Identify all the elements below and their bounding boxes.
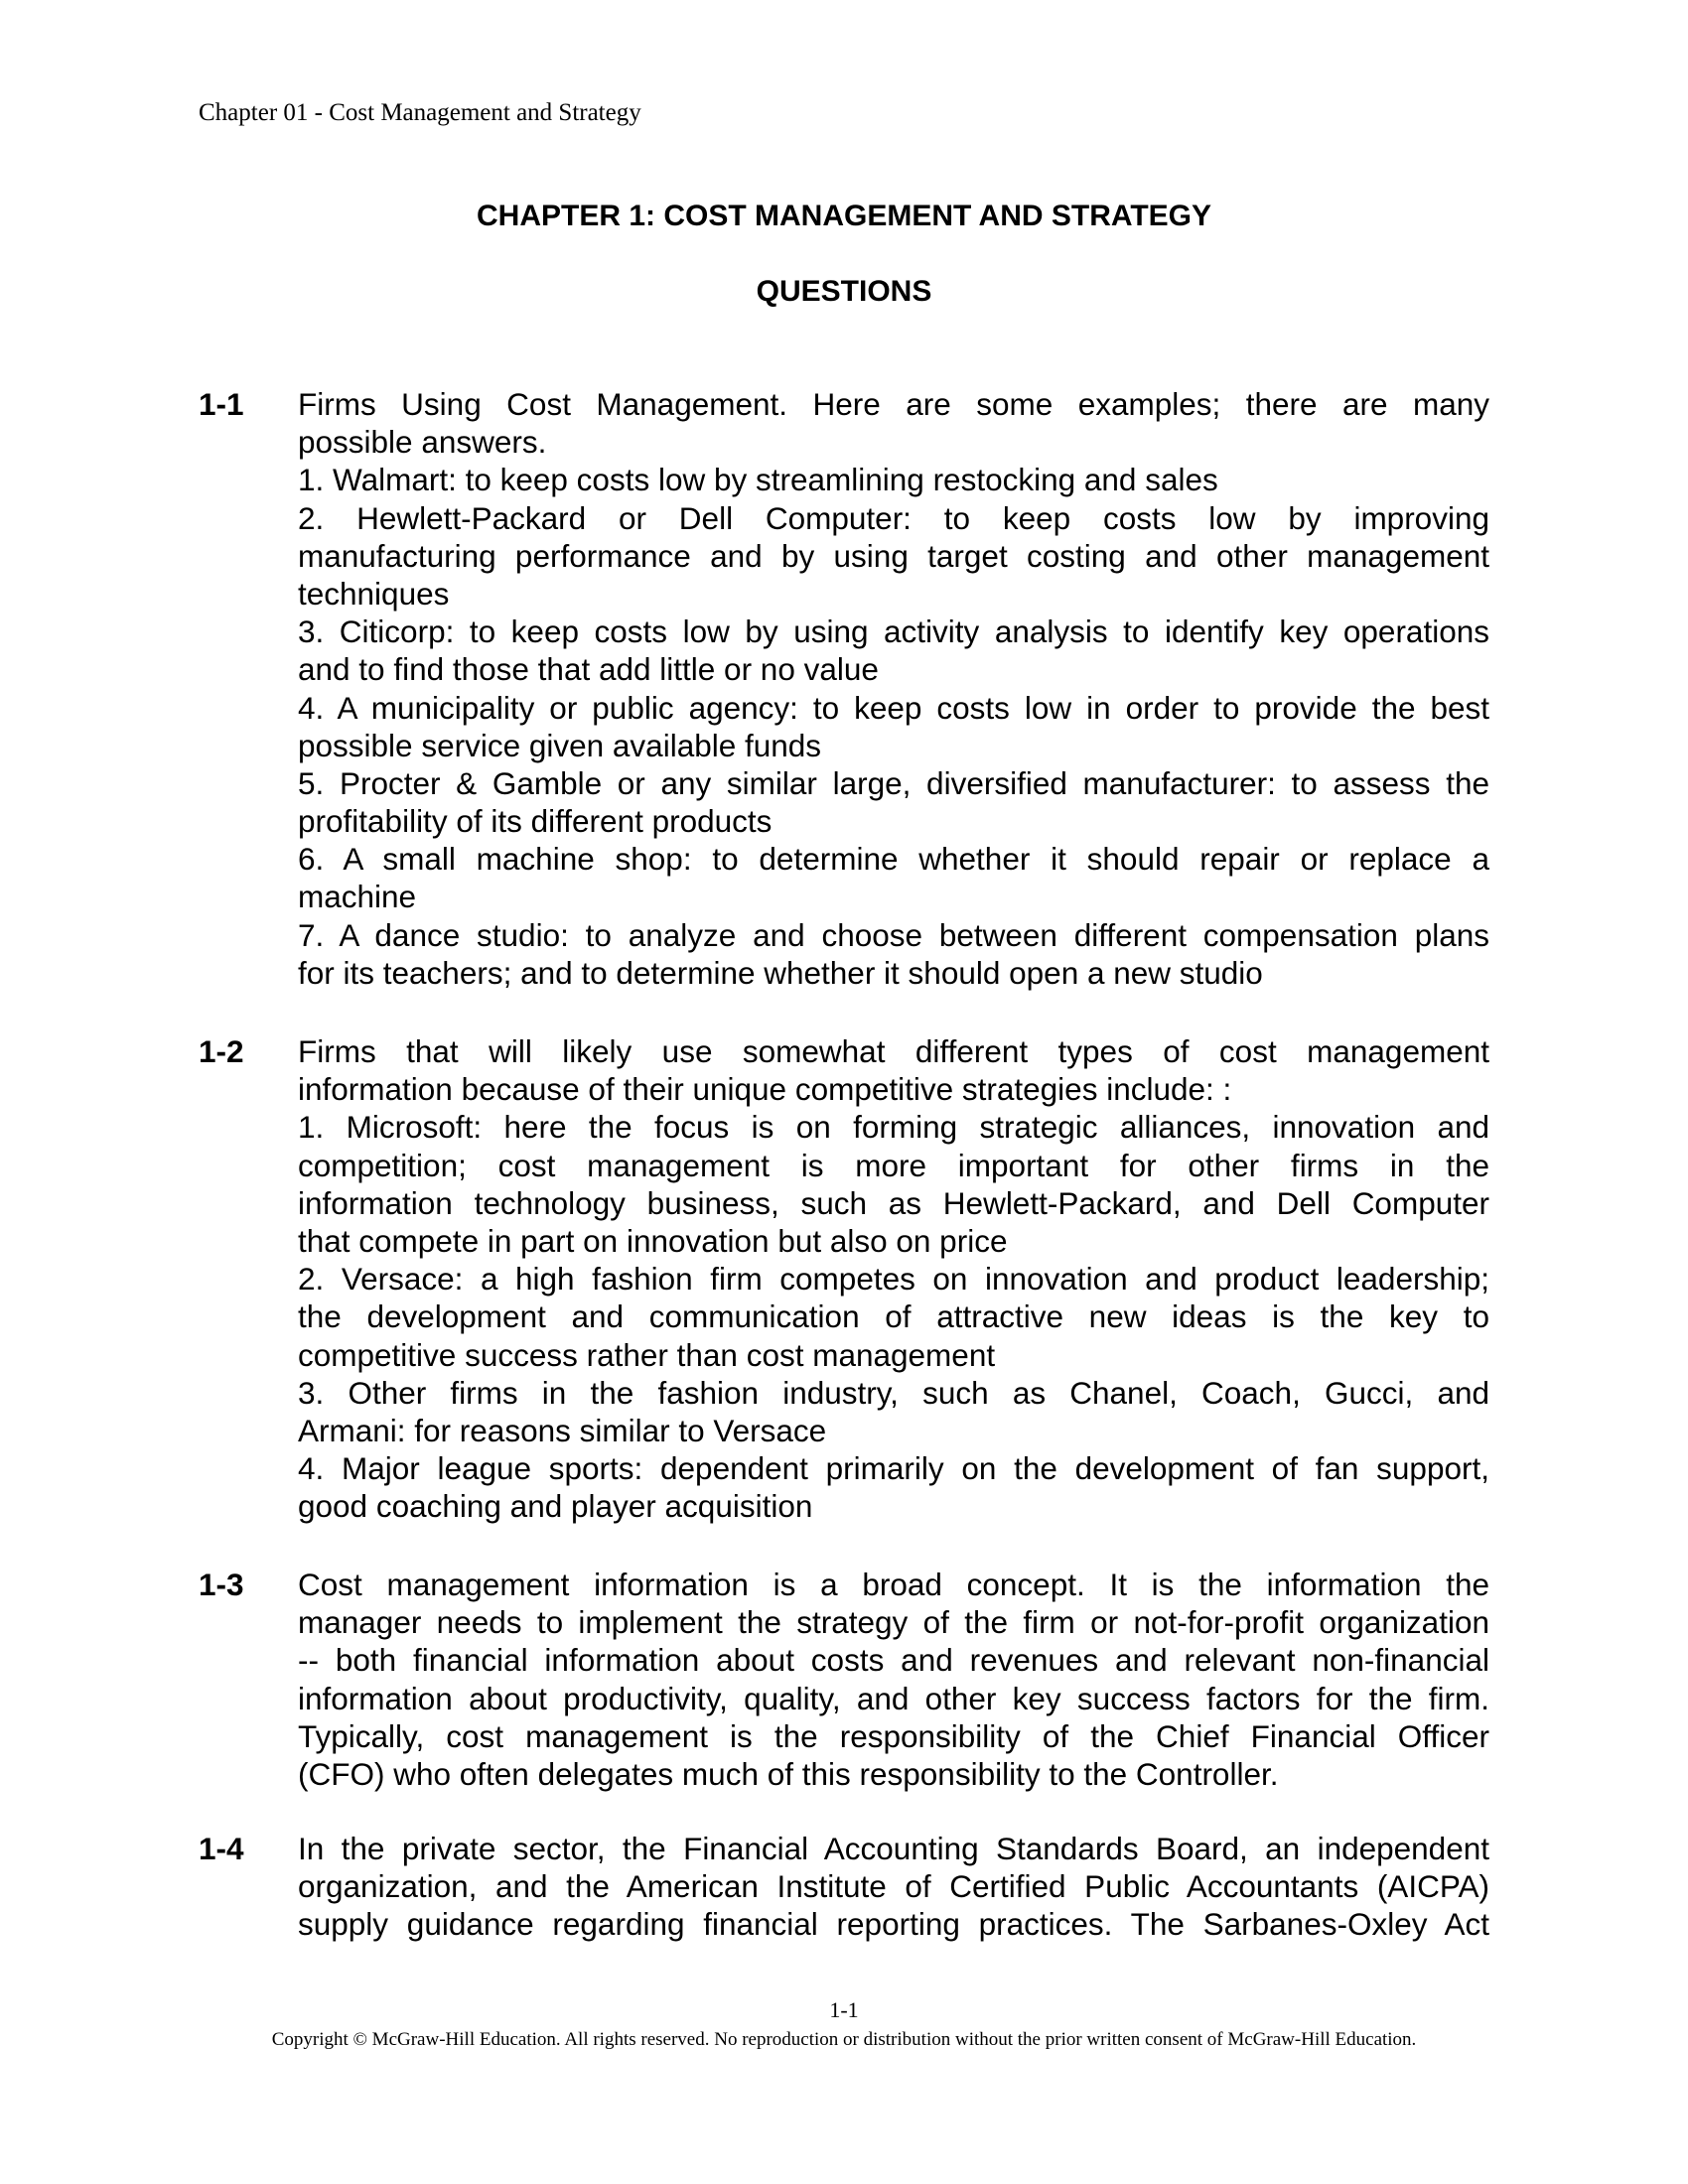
question-number: 1-2 xyxy=(199,1033,244,1069)
text-line: 4. A municipality or public agency: to keep costs low in order to provide the best xyxy=(298,689,1489,726)
text-line: Firms that will likely use somewhat different types of cost management xyxy=(298,1033,1489,1069)
question-body xyxy=(298,1830,1489,1944)
text-line: possible answers. xyxy=(298,424,547,461)
text-line: the development and communication of attractive new ideas is the key to xyxy=(298,1298,1489,1335)
text-line: 2. Hewlett-Packard or Dell Computer: to keep costs low by improving xyxy=(298,499,1489,536)
text-line: and to find those that add little or no value xyxy=(298,651,879,688)
question-number: 1-3 xyxy=(199,1567,244,1602)
text-line: -- both financial information about costs and revenues and relevant non-financial xyxy=(298,1642,1489,1679)
text-line: machine xyxy=(298,879,417,915)
text-line: 3. Other firms in the fashion industry, such as Chanel, Coach, Gucci, and xyxy=(298,1374,1489,1411)
text-line: manager needs to implement the strategy of the firm or not-for-profit organization xyxy=(298,1604,1489,1641)
copyright-notice: Copyright © McGraw-Hill Education. All rights reserved. No reproduction or distribution without the prior written consent of McGraw-Hill Education. xyxy=(271,2029,1417,2050)
text-line: Armani: for reasons similar to Versace xyxy=(298,1412,827,1448)
text-line: possible service given available funds xyxy=(298,727,822,763)
text-line: 7. A dance studio: to analyze and choose between different compensation plans xyxy=(298,916,1489,953)
text-line: 2. Versace: a high fashion firm competes on innovation and product leadership; xyxy=(298,1261,1489,1297)
text-line: Firms Using Cost Management. Here are some examples; there are many xyxy=(298,386,1489,422)
text-line: information about productivity, quality, and other key success factors for the firm. xyxy=(298,1680,1489,1716)
text-line: profitability of its different products xyxy=(298,803,773,840)
text-line: competitive success rather than cost management xyxy=(298,1336,996,1373)
question-number: 1-1 xyxy=(199,386,244,422)
text-line: 6. A small machine shop: to determine whether it should repair or replace a xyxy=(298,841,1489,878)
text-line: information because of their unique competitive strategies include: : xyxy=(298,1071,1232,1108)
text-line: that compete in part on innovation but also on price xyxy=(298,1222,1008,1259)
text-line: techniques xyxy=(298,575,450,612)
question-number: 1-4 xyxy=(199,1831,244,1866)
text-line: competition; cost management is more important for other firms in the xyxy=(298,1147,1489,1183)
text-line: Typically, cost management is the responsibility of the Chief Financial Officer xyxy=(298,1717,1489,1754)
text-line: supply guidance regarding financial reporting practices. The Sarbanes-Oxley Act xyxy=(298,1906,1489,1943)
text-line: 3. Citicorp: to keep costs low by using activity analysis to identify key operations xyxy=(298,614,1489,650)
text-line: In the private sector, the Financial Accounting Standards Board, an independent xyxy=(298,1831,1489,1866)
text-line: (CFO) who often delegates much of this responsibility to the Controller. xyxy=(298,1755,1279,1792)
section-title: QUESTIONS xyxy=(756,275,932,308)
text-line: good coaching and player acquisition xyxy=(298,1488,813,1525)
text-line: 1. Walmart: to keep costs low by streamlining restocking and sales xyxy=(298,462,1218,498)
page-number: 1-1 xyxy=(829,1997,859,2022)
text-line: manufacturing performance and by using target costing and other management xyxy=(298,537,1489,574)
running-header: Chapter 01 - Cost Management and Strategy xyxy=(199,99,641,126)
text-line: 1. Microsoft: here the focus is on forming strategic alliances, innovation and xyxy=(298,1109,1489,1146)
question-body xyxy=(298,1566,1489,1793)
question-body xyxy=(298,385,1489,992)
text-line: 5. Procter & Gamble or any similar large, diversified manufacturer: to assess the xyxy=(298,764,1489,801)
text-line: 4. Major league sports: dependent primarily on the development of fan support, xyxy=(298,1450,1489,1487)
text-line: for its teachers; and to determine whether it should open a new studio xyxy=(298,954,1263,991)
question-body xyxy=(298,1032,1489,1525)
text-line: information technology business, such as Hewlett-Packard, and Dell Computer xyxy=(298,1184,1489,1221)
text-line: organization, and the American Institute of Certified Public Accountants (AICPA) xyxy=(298,1868,1489,1905)
text-line: Cost management information is a broad concept. It is the information the xyxy=(298,1567,1489,1602)
chapter-title: CHAPTER 1: COST MANAGEMENT AND STRATEGY xyxy=(476,200,1211,232)
